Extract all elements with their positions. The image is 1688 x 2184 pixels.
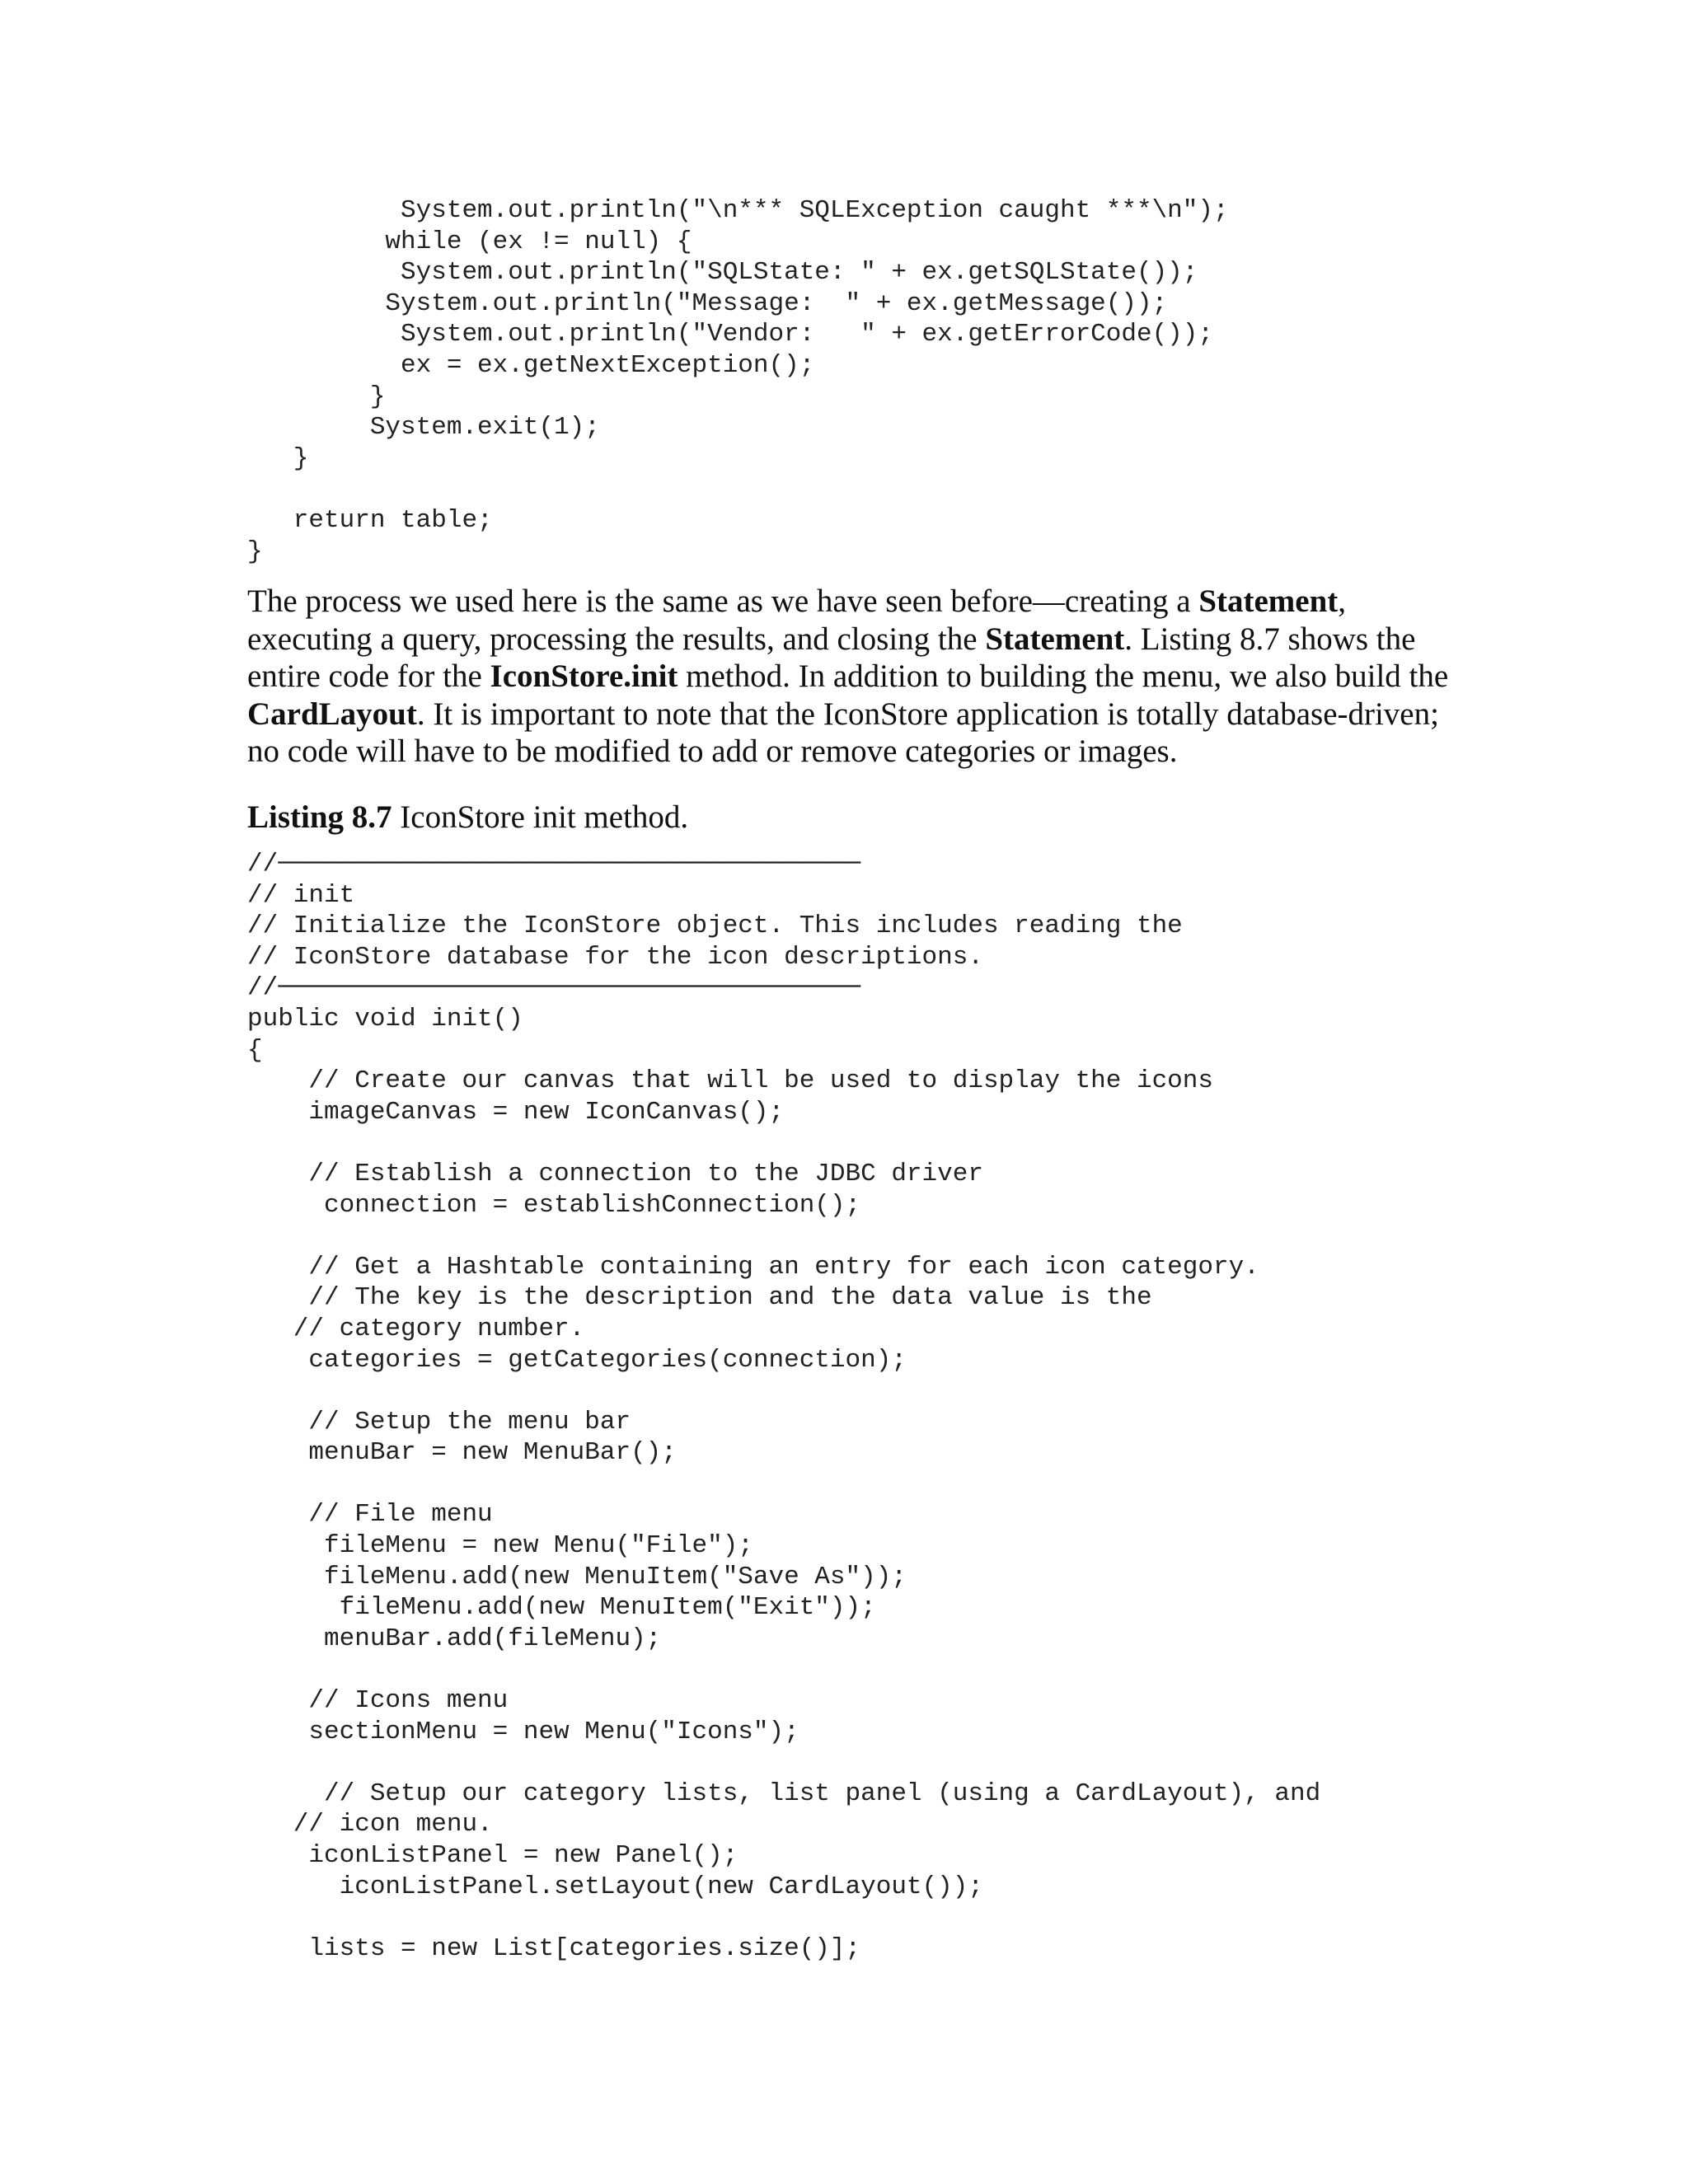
code-line: // category number. [247,1314,585,1343]
code-line: //────────────────────────────────────── [247,850,861,879]
code-line: // The key is the description and the data value is the [247,1283,1152,1313]
code-line: // Create our canvas that will be used to display the icons [247,1066,1213,1096]
code-line: while (ex != null) { [247,227,692,256]
paragraph-text: . It is important to note that the IconStore application is totally database-driven; no code will have to be modified to add or remove categories or images. [247,696,1439,770]
code-line: menuBar.add(fileMenu); [247,1624,662,1653]
code-line [247,474,1229,505]
code-line [247,1221,1320,1252]
code-line: // Initialize the IconStore object. This includes reading the [247,912,1183,941]
code-line: // IconStore database for the icon descriptions. [247,942,983,972]
code-line: } [247,382,386,411]
code-line: // icon menu. [247,1810,493,1840]
code-line: sectionMenu = new Menu("Icons"); [247,1717,799,1746]
code-line: fileMenu = new Menu("File"); [247,1531,753,1561]
code-line: //────────────────────────────────────── [247,973,861,1003]
code-line: fileMenu.add(new MenuItem("Save As")); [247,1562,907,1591]
code-line: iconListPanel.setLayout(new CardLayout()); [247,1872,983,1901]
code-line: // init [247,880,355,910]
code-line: // Get a Hashtable containing an entry for each icon category. [247,1252,1259,1282]
code-line: // Icons menu [247,1686,509,1716]
code-line: iconListPanel = new Panel(); [247,1841,738,1870]
code-line: public void init() [247,1004,523,1033]
body-paragraph [247,583,1451,771]
code-line [247,1747,1320,1779]
code-line: System.exit(1); [247,413,600,443]
code-listing-exception-handler [247,195,1229,567]
bold-term-iconstore-init: IconStore.init [490,658,678,695]
code-line: // Setup our category lists, list panel (using a CardLayout), and [247,1779,1321,1808]
code-line: categories = getCategories(connection); [247,1345,907,1375]
code-line [247,1902,1320,1933]
code-line: { [247,1035,263,1065]
code-line: connection = establishConnection(); [247,1190,861,1220]
code-listing-init-method [247,849,1320,1964]
code-line: menuBar = new MenuBar(); [247,1438,677,1468]
paragraph-text: . Listing 8.7 shows the entire code for the [247,621,1416,695]
code-line: return table; [247,505,493,535]
bold-term-cardlayout: CardLayout [247,696,417,732]
code-line: System.out.println("Vendor: " + ex.getErrorCode()); [247,320,1213,349]
code-line: // Establish a connection to the JDBC driver [247,1159,983,1188]
bold-term-statement: Statement [985,621,1125,657]
code-line [247,1376,1320,1407]
listing-caption [247,799,688,837]
code-line: System.out.println("Message: " + ex.getMessage()); [247,288,1168,318]
code-line: // Setup the menu bar [247,1407,631,1436]
code-line: } [247,443,309,473]
code-line [247,1654,1320,1685]
paragraph-text: method. In addition to building the menu, we also build the [678,658,1449,695]
paragraph-text: , executing a query, processing the results, and closing the [247,583,1347,657]
listing-label: Listing 8.7 [247,799,392,835]
bold-term-statement: Statement [1198,583,1339,619]
code-line: } [247,537,263,566]
code-line: imageCanvas = new IconCanvas(); [247,1097,785,1127]
code-line: fileMenu.add(new MenuItem("Exit")); [247,1593,876,1623]
paragraph-text: The process we used here is the same as we have seen before—creating a [247,583,1199,619]
code-line [247,1469,1320,1500]
code-line: lists = new List[categories.size()]; [247,1933,861,1963]
code-line: ex = ex.getNextException(); [247,350,815,380]
code-line [247,1127,1320,1159]
code-line: // File menu [247,1500,493,1530]
code-line: System.out.println("SQLState: " + ex.getSQLState()); [247,258,1198,288]
listing-title: IconStore init method. [392,799,689,835]
code-line: System.out.println("\n*** SQLException caught ***\n"); [247,196,1229,225]
